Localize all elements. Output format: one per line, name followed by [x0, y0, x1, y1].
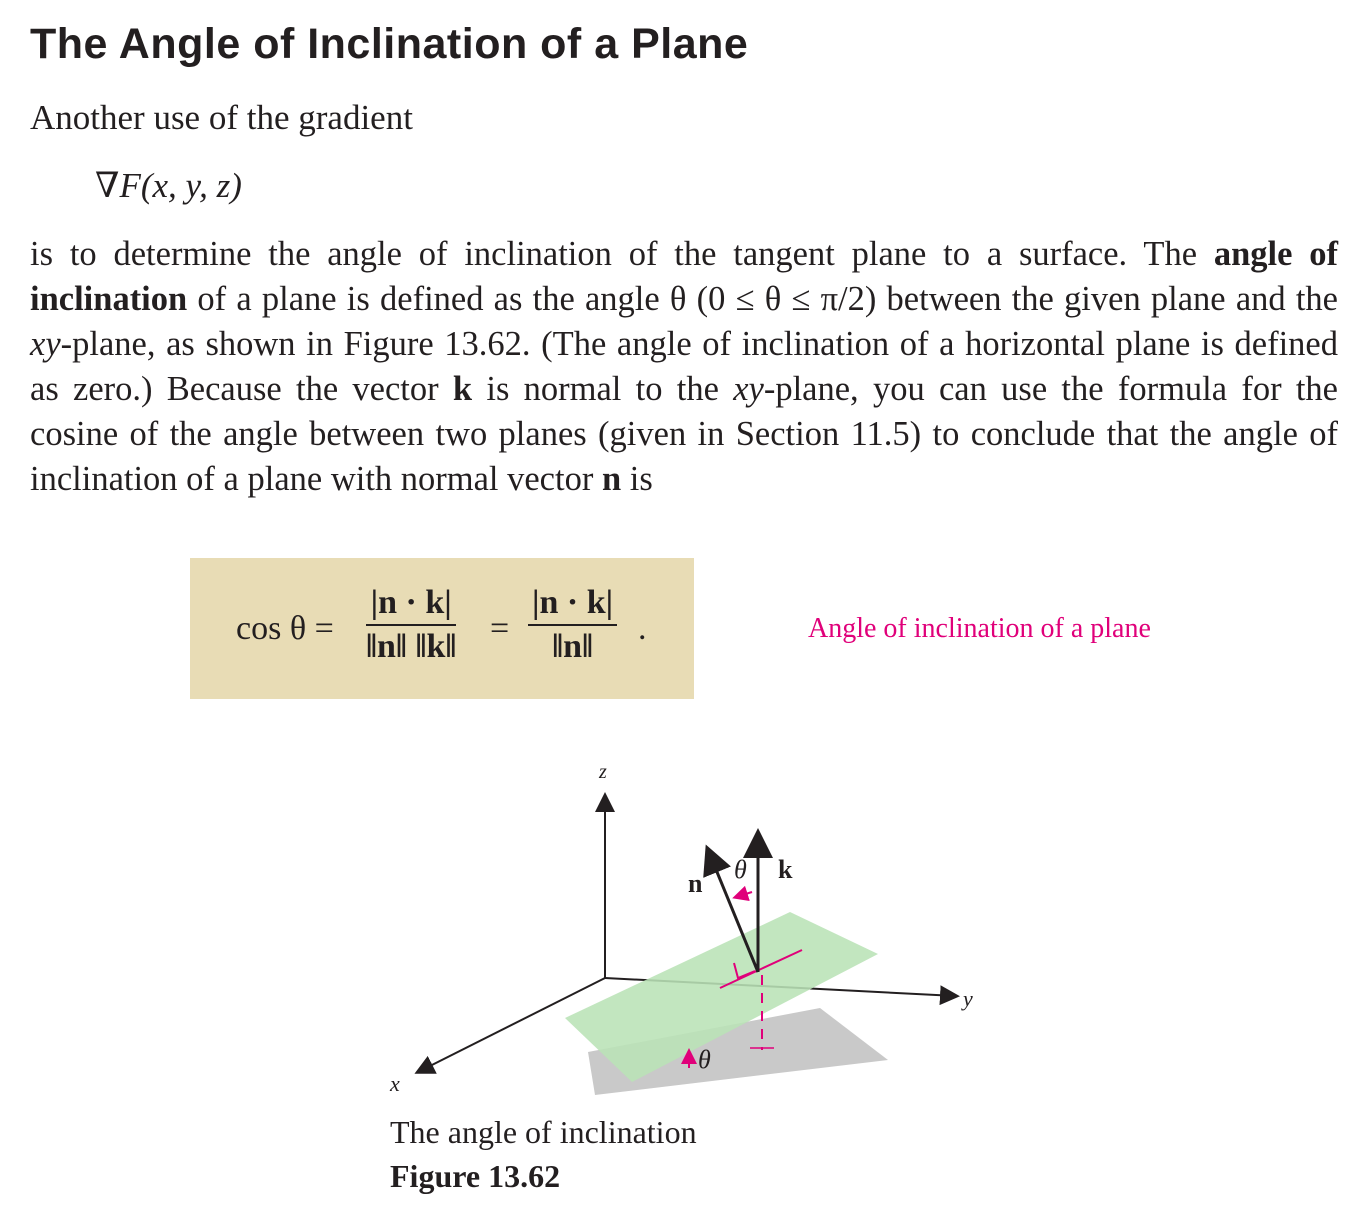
fraction-1-numerator: |n · k|: [366, 584, 456, 626]
section-title: The Angle of Inclination of a Plane: [30, 20, 749, 68]
text-run: is normal to the: [472, 370, 734, 408]
italic-xy: xy: [733, 370, 764, 408]
formula-box: [190, 558, 694, 699]
label-k: k: [778, 855, 793, 884]
axis-label-z: z: [599, 761, 607, 783]
axis-label-x: x: [390, 1071, 400, 1096]
figure-caption: The angle of inclination: [390, 1114, 697, 1150]
fraction-2-numerator: |n · k|: [528, 584, 617, 626]
figure-label: Figure 13.62: [390, 1158, 561, 1194]
equals-sign: =: [490, 610, 510, 647]
fraction-1-denominator: ‖n‖ ‖k‖: [366, 628, 457, 665]
gradient-function: F(x, y, z): [119, 166, 242, 205]
text-run: of a plane is defined as the angle θ (0 ≤ θ ≤ π/2) between the given plane and the: [187, 280, 1338, 318]
inclination-figure: [360, 740, 1000, 1110]
term-angle-of-inclination: angle of inclination: [30, 235, 1338, 318]
text-run: -plane, you can use the formula for the cosine of the angle between two planes (given in Section 11.5) to conclude that the angle of inclination of a plane with normal vector: [30, 370, 1338, 498]
formula-period: .: [638, 610, 647, 647]
italic-xy: xy: [30, 325, 61, 363]
nabla-symbol: ∇: [95, 166, 120, 205]
vector-k: k: [452, 370, 473, 408]
label-n: n: [688, 869, 703, 898]
formula-margin-note: Angle of inclination of a plane: [808, 613, 1151, 644]
gradient-expression: [95, 166, 242, 206]
formula-lhs: cos θ =: [236, 610, 334, 647]
theta-label-top: θ: [734, 855, 747, 884]
definition-paragraph: [30, 232, 1338, 502]
fraction-2: [528, 584, 617, 666]
text-run: is to determine the angle of inclination of the tangent plane to a surface. The: [30, 235, 1214, 273]
text-run: is: [621, 460, 653, 498]
vector-n: n: [601, 460, 622, 498]
text-run: -plane, as shown in Figure 13.62. (The angle of inclination of a horizontal plane is defined as zero.) Because the vector: [30, 325, 1338, 408]
angle-arrow-top: [736, 892, 752, 897]
axis-label-y: y: [963, 986, 973, 1011]
fraction-1: [366, 584, 456, 666]
theta-label-bottom: θ: [698, 1045, 711, 1074]
intro-text: Another use of the gradient: [30, 98, 413, 137]
fraction-2-denominator: ‖n‖: [552, 628, 594, 665]
